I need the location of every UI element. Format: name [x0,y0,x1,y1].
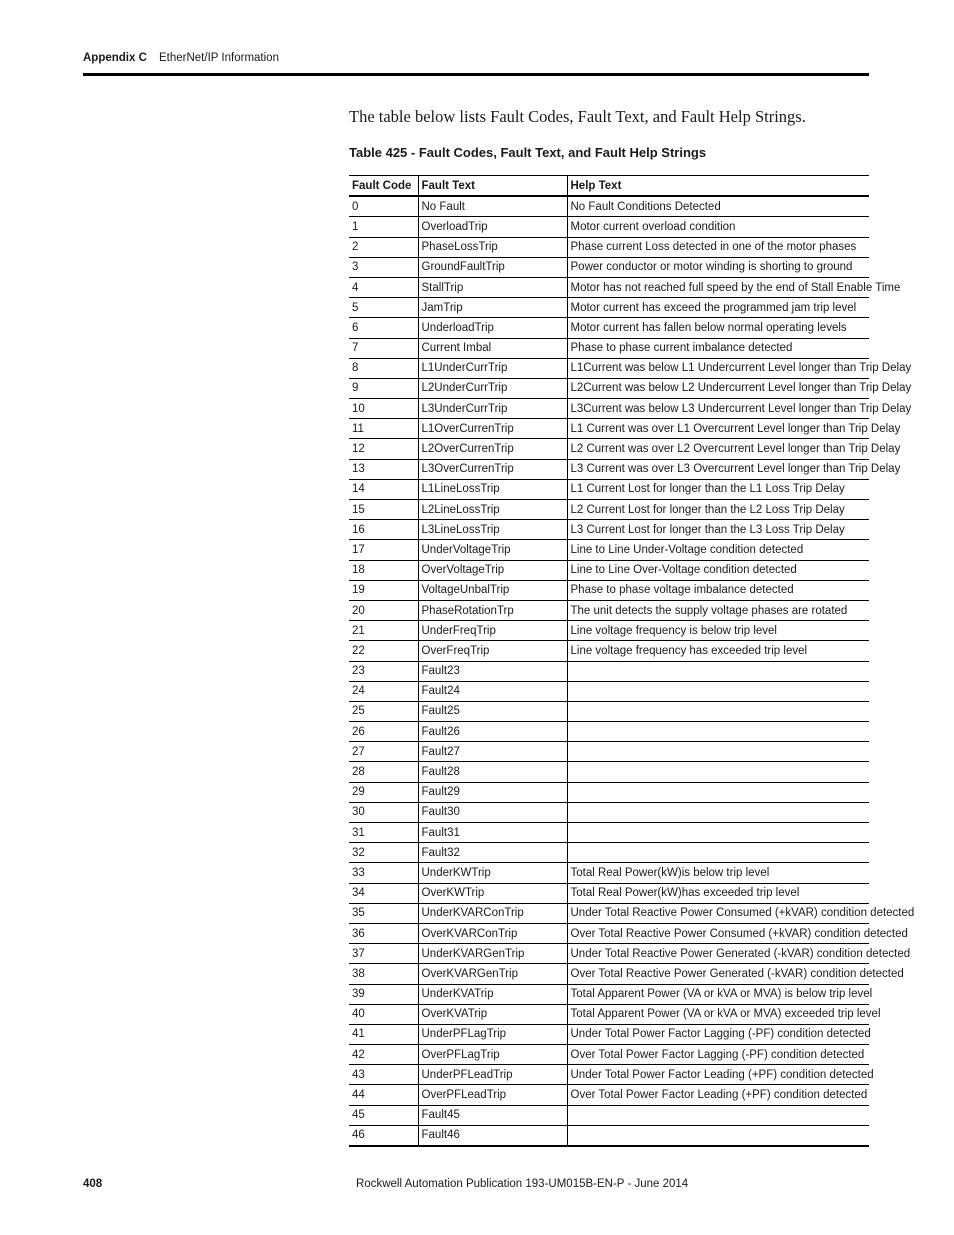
table-header [349,176,869,197]
table-row [349,459,869,479]
table-row [349,1024,869,1044]
fault-text-cell: Fault26 [418,722,567,742]
fault-text-cell: L3UnderCurrTrip [418,399,567,419]
help-text-cell: The unit detects the supply voltage phases are rotated [567,600,869,620]
table-row [349,762,869,782]
fault-code-cell: 37 [349,944,418,964]
fault-text-cell: UnderPFLeadTrip [418,1065,567,1085]
fault-text-cell: Fault45 [418,1105,567,1125]
table-row [349,237,869,257]
fault-code-cell: 12 [349,439,418,459]
fault-code-cell: 18 [349,560,418,580]
fault-code-cell: 30 [349,802,418,822]
fault-code-cell: 13 [349,459,418,479]
help-text-cell: L2Current was below L2 Undercurrent Level longer than Trip Delay [567,378,869,398]
fault-code-cell: 24 [349,681,418,701]
table-row [349,1004,869,1024]
header-rule [83,73,869,76]
fault-text-cell: Fault28 [418,762,567,782]
fault-code-cell: 0 [349,196,418,217]
fault-code-cell: 14 [349,479,418,499]
fault-code-cell: 34 [349,883,418,903]
table-row [349,358,869,378]
fault-text-cell: L3LineLossTrip [418,520,567,540]
table-row [349,560,869,580]
fault-code-cell: 16 [349,520,418,540]
help-text-cell: Motor has not reached full speed by the end of Stall Enable Time [567,277,869,297]
table-row [349,641,869,661]
help-text-cell: No Fault Conditions Detected [567,196,869,217]
fault-text-cell: Current Imbal [418,338,567,358]
help-text-cell [567,661,869,681]
help-text-cell: L1 Current was over L1 Overcurrent Level longer than Trip Delay [567,419,869,439]
help-text-cell [567,722,869,742]
fault-code-cell: 33 [349,863,418,883]
fault-code-cell: 19 [349,580,418,600]
fault-code-cell: 8 [349,358,418,378]
fault-code-cell: 25 [349,701,418,721]
fault-text-cell: Fault46 [418,1125,567,1146]
fault-code-cell: 3 [349,257,418,277]
section-title: EtherNet/IP Information [159,52,279,64]
help-text-cell: Motor current has exceed the programmed jam trip level [567,298,869,318]
fault-text-cell: OverloadTrip [418,217,567,237]
fault-text-cell: No Fault [418,196,567,217]
help-text-cell: Under Total Power Factor Leading (+PF) condition detected [567,1065,869,1085]
help-text-cell: Motor current overload condition [567,217,869,237]
fault-text-cell: Fault23 [418,661,567,681]
fault-code-cell: 6 [349,318,418,338]
help-text-cell [567,742,869,762]
column-header-help-text: Help Text [567,176,869,197]
table-row [349,196,869,217]
table-row [349,782,869,802]
fault-code-cell: 40 [349,1004,418,1024]
fault-code-cell: 27 [349,742,418,762]
help-text-cell: Total Real Power(kW)has exceeded trip level [567,883,869,903]
help-text-cell [567,681,869,701]
help-text-cell: L1 Current Lost for longer than the L1 Loss Trip Delay [567,479,869,499]
help-text-cell: L3Current was below L3 Undercurrent Level longer than Trip Delay [567,399,869,419]
fault-codes-table [349,175,915,1147]
fault-text-cell: Fault27 [418,742,567,762]
help-text-cell: Phase to phase voltage imbalance detected [567,580,869,600]
fault-text-cell: Fault32 [418,843,567,863]
help-text-cell: L2 Current was over L2 Overcurrent Level longer than Trip Delay [567,439,869,459]
table-row [349,823,869,843]
fault-text-cell: UnderloadTrip [418,318,567,338]
help-text-cell: Total Real Power(kW)is below trip level [567,863,869,883]
help-text-cell [567,762,869,782]
table-row [349,883,869,903]
help-text-cell: Line voltage frequency has exceeded trip level [567,641,869,661]
fault-code-cell: 43 [349,1065,418,1085]
fault-text-cell: UnderKVARConTrip [418,903,567,923]
fault-code-cell: 23 [349,661,418,681]
table-row [349,520,869,540]
table-row [349,722,869,742]
table-row [349,500,869,520]
fault-code-cell: 31 [349,823,418,843]
fault-code-cell: 39 [349,984,418,1004]
table-row [349,923,869,943]
fault-code-cell: 21 [349,621,418,641]
table-row [349,742,869,762]
help-text-cell [567,802,869,822]
fault-code-cell: 15 [349,500,418,520]
help-text-cell [567,1125,869,1146]
fault-code-cell: 38 [349,964,418,984]
fault-text-cell: Fault29 [418,782,567,802]
help-text-cell: Under Total Reactive Power Consumed (+kVAR) condition detected [567,903,869,923]
fault-text-cell: Fault25 [418,701,567,721]
fault-text-cell: L1OverCurrenTrip [418,419,567,439]
table-row [349,318,869,338]
help-text-cell: Under Total Reactive Power Generated (-kVAR) condition detected [567,944,869,964]
fault-code-cell: 4 [349,277,418,297]
help-text-cell: Total Apparent Power (VA or kVA or MVA) is below trip level [567,984,869,1004]
fault-text-cell: OverKWTrip [418,883,567,903]
table-row [349,217,869,237]
table-row [349,843,869,863]
fault-code-cell: 1 [349,217,418,237]
appendix-label: Appendix C [83,52,147,64]
fault-code-cell: 2 [349,237,418,257]
table-row [349,1065,869,1085]
table-row [349,399,869,419]
table-row [349,701,869,721]
table-row [349,378,869,398]
table-row [349,984,869,1004]
table-row [349,621,869,641]
fault-code-cell: 35 [349,903,418,923]
fault-text-cell: OverFreqTrip [418,641,567,661]
running-header [83,52,279,64]
fault-text-cell: L3OverCurrenTrip [418,459,567,479]
fault-code-cell: 45 [349,1105,418,1125]
fault-text-cell: UnderPFLagTrip [418,1024,567,1044]
help-text-cell: L2 Current Lost for longer than the L2 Loss Trip Delay [567,500,869,520]
table-row [349,1105,869,1125]
help-text-cell: Phase current Loss detected in one of the motor phases [567,237,869,257]
fault-text-cell: OverKVARConTrip [418,923,567,943]
table-row [349,257,869,277]
table-caption: Table 425 - Fault Codes, Fault Text, and Fault Help Strings [349,145,707,160]
help-text-cell: Over Total Reactive Power Generated (-kVAR) condition detected [567,964,869,984]
fault-text-cell: PhaseLossTrip [418,237,567,257]
table-row [349,580,869,600]
help-text-cell: L3 Current was over L3 Overcurrent Level longer than Trip Delay [567,459,869,479]
help-text-cell: Power conductor or motor winding is shorting to ground [567,257,869,277]
help-text-cell: L3 Current Lost for longer than the L3 Loss Trip Delay [567,520,869,540]
table-row [349,540,869,560]
help-text-cell: Line to Line Over-Voltage condition detected [567,560,869,580]
fault-code-cell: 46 [349,1125,418,1146]
fault-text-cell: Fault31 [418,823,567,843]
table-row [349,600,869,620]
fault-text-cell: UnderKVATrip [418,984,567,1004]
help-text-cell [567,823,869,843]
help-text-cell [567,843,869,863]
fault-code-cell: 36 [349,923,418,943]
fault-code-cell: 44 [349,1085,418,1105]
help-text-cell: Total Apparent Power (VA or kVA or MVA) exceeded trip level [567,1004,869,1024]
help-text-cell [567,701,869,721]
fault-text-cell: Fault30 [418,802,567,822]
fault-text-cell: OverPFLeadTrip [418,1085,567,1105]
table-row [349,439,869,459]
fault-text-cell: UnderKWTrip [418,863,567,883]
fault-text-cell: JamTrip [418,298,567,318]
table-row [349,944,869,964]
publication-footer: Rockwell Automation Publication 193-UM015B-EN-P - June 2014 [356,1178,689,1190]
fault-text-cell: L2OverCurrenTrip [418,439,567,459]
table-row [349,964,869,984]
table-row [349,661,869,681]
column-header-fault-code: Fault Code [349,176,418,197]
fault-code-cell: 7 [349,338,418,358]
intro-paragraph: The table below lists Fault Codes, Fault Text, and Fault Help Strings. [349,107,806,126]
table-row [349,863,869,883]
fault-code-cell: 22 [349,641,418,661]
help-text-cell: Line to Line Under-Voltage condition detected [567,540,869,560]
fault-text-cell: L2LineLossTrip [418,500,567,520]
fault-code-cell: 5 [349,298,418,318]
table-row [349,1125,869,1146]
column-header-fault-text: Fault Text [418,176,567,197]
fault-text-cell: OverPFLagTrip [418,1045,567,1065]
table-row [349,681,869,701]
fault-text-cell: UnderKVARGenTrip [418,944,567,964]
help-text-cell: Under Total Power Factor Lagging (-PF) condition detected [567,1024,869,1044]
table-body [349,196,915,1146]
fault-code-cell: 42 [349,1045,418,1065]
fault-code-cell: 11 [349,419,418,439]
fault-code-cell: 9 [349,378,418,398]
fault-text-cell: L2UnderCurrTrip [418,378,567,398]
help-text-cell: Motor current has fallen below normal operating levels [567,318,869,338]
page-number: 408 [83,1178,103,1190]
fault-code-cell: 26 [349,722,418,742]
table-row [349,479,869,499]
table-row [349,277,869,297]
fault-text-cell: UnderFreqTrip [418,621,567,641]
table-row [349,419,869,439]
table-row [349,298,869,318]
help-text-cell: Over Total Power Factor Leading (+PF) condition detected [567,1085,869,1105]
help-text-cell: Over Total Reactive Power Consumed (+kVAR) condition detected [567,923,869,943]
fault-text-cell: OverKVARGenTrip [418,964,567,984]
fault-code-cell: 41 [349,1024,418,1044]
help-text-cell: Line voltage frequency is below trip level [567,621,869,641]
table-row [349,1085,869,1105]
fault-text-cell: Fault24 [418,681,567,701]
help-text-cell [567,782,869,802]
fault-code-cell: 10 [349,399,418,419]
fault-text-cell: VoltageUnbalTrip [418,580,567,600]
fault-code-cell: 17 [349,540,418,560]
help-text-cell [567,1105,869,1125]
fault-text-cell: StallTrip [418,277,567,297]
fault-text-cell: GroundFaultTrip [418,257,567,277]
table-row [349,903,869,923]
fault-code-cell: 28 [349,762,418,782]
fault-code-cell: 32 [349,843,418,863]
help-text-cell: Over Total Power Factor Lagging (-PF) condition detected [567,1045,869,1065]
header-row [349,176,869,197]
fault-text-cell: L1UnderCurrTrip [418,358,567,378]
fault-text-cell: OverVoltageTrip [418,560,567,580]
fault-text-cell: PhaseRotationTrp [418,600,567,620]
help-text-cell: L1Current was below L1 Undercurrent Level longer than Trip Delay [567,358,869,378]
fault-text-cell: UnderVoltageTrip [418,540,567,560]
fault-code-cell: 29 [349,782,418,802]
table-row [349,802,869,822]
table-row [349,338,869,358]
fault-text-cell: OverKVATrip [418,1004,567,1024]
table-row [349,1045,869,1065]
fault-text-cell: L1LineLossTrip [418,479,567,499]
fault-code-cell: 20 [349,600,418,620]
help-text-cell: Phase to phase current imbalance detected [567,338,869,358]
